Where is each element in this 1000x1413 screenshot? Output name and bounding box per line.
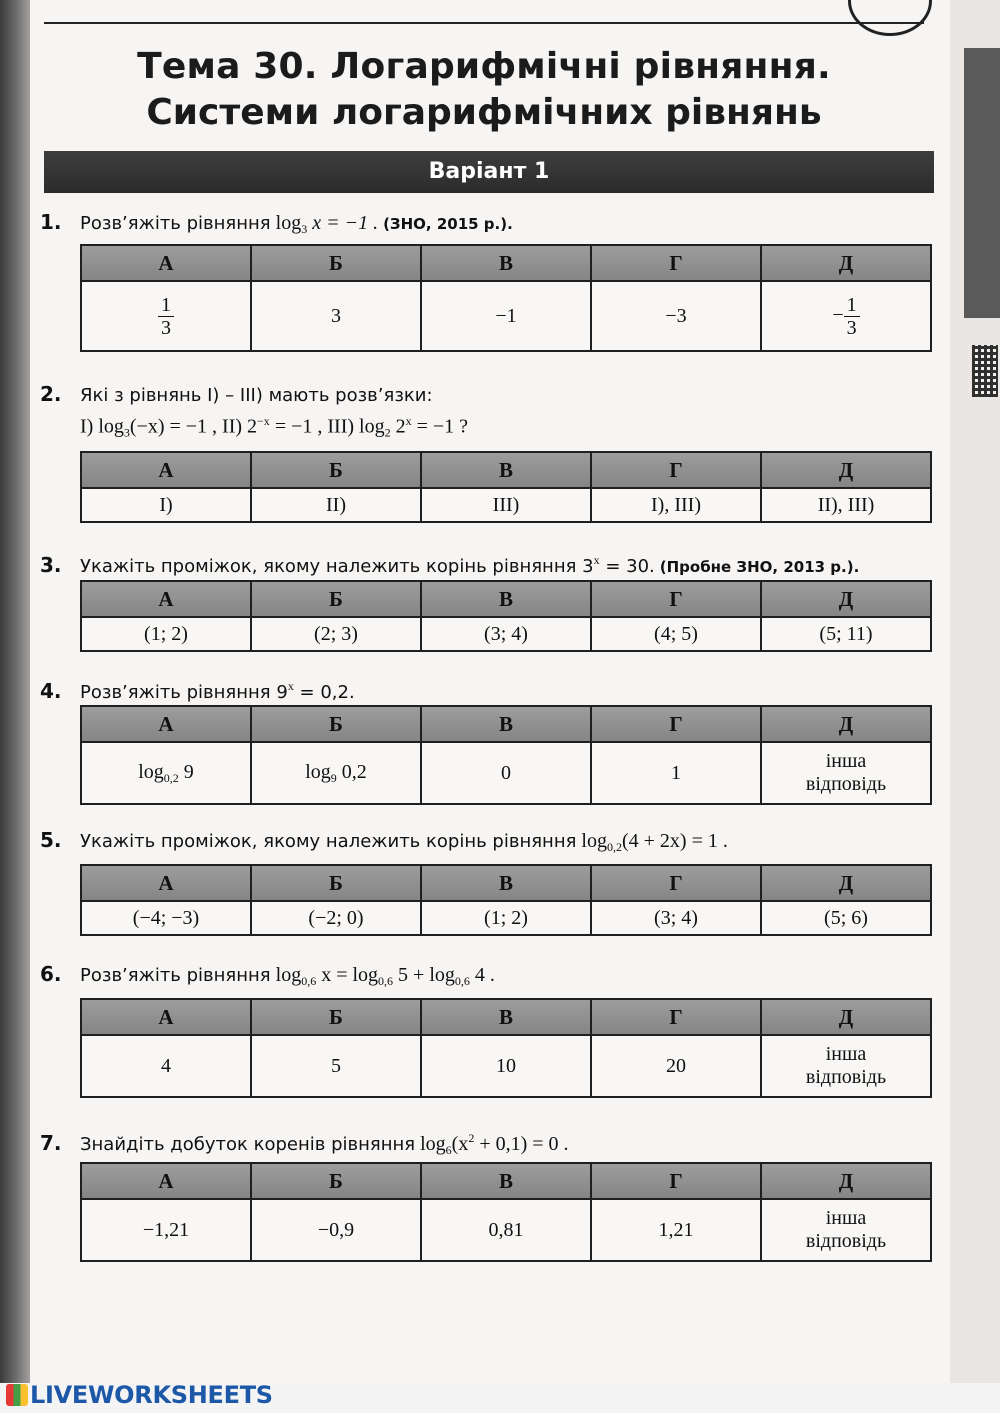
- answer-table-6: А Б В Г Д 4 5 10 20 інша відповідь: [80, 998, 932, 1098]
- answer-2b[interactable]: II): [251, 488, 421, 522]
- answer-table-7: А Б В Г Д −1,21 −0,9 0,81 1,21 інша відповідь: [80, 1162, 932, 1262]
- answer-1a[interactable]: $\frac{1}{3}$: [81, 281, 251, 351]
- answer-5c[interactable]: (1; 2): [421, 901, 591, 935]
- question-6: 6. Розв’яжіть рівняння $\log_{0,6} x = \log_{0,6} 5 + \log_{0,6} 4$ .: [40, 962, 495, 988]
- answer-5a[interactable]: (−4; −3): [81, 901, 251, 935]
- answer-4e[interactable]: інша відповідь: [761, 742, 931, 804]
- col-a: А: [81, 245, 251, 281]
- question-1: 1. Розв’яжіть рівняння $\log_3 x = -1$ . (ЗНО, 2015 р.).: [40, 210, 513, 236]
- col-d: Г: [591, 245, 761, 281]
- side-tab-strip: [964, 48, 1000, 318]
- answer-6b[interactable]: 5: [251, 1035, 421, 1097]
- variant-banner: Варіант 1: [44, 151, 934, 193]
- question-5: 5. Укажіть проміжок, якому належить корінь рівняння $\log_{0,2}(4 + 2x) = 1$ .: [40, 828, 728, 854]
- liveworksheets-icon: [6, 1384, 28, 1406]
- answer-table-1: [80, 244, 932, 352]
- answer-1d[interactable]: −3: [591, 281, 761, 351]
- answer-table-3: А Б В Г Д (1; 2) (2; 3) (3; 4) (4; 5) (5; 11): [80, 580, 932, 652]
- question-7: 7. Знайдіть добуток коренів рівняння $\log_6(x^2 + 0,1) = 0$ .: [40, 1131, 569, 1157]
- question-2-equations: I) $\log_3(-x) = -1$ , II) $2^{-x} = -1$ , III) $\log_2 2^x = -1$ ?: [80, 414, 469, 440]
- answer-table-5: А Б В Г Д (−4; −3) (−2; 0) (1; 2) (3; 4) (5; 6): [80, 864, 932, 936]
- qr-code-icon: [972, 345, 998, 397]
- answer-5e[interactable]: (5; 6): [761, 901, 931, 935]
- answer-3d[interactable]: (4; 5): [591, 617, 761, 651]
- col-b: Б: [251, 245, 421, 281]
- answer-6d[interactable]: 20: [591, 1035, 761, 1097]
- answer-4b[interactable]: $\log_9 0,2$: [251, 742, 421, 804]
- answer-7b[interactable]: −0,9: [251, 1199, 421, 1261]
- question-3: 3. Укажіть проміжок, якому належить корінь рівняння $3^x = 30$. (Пробне ЗНО, 2013 р.).: [40, 553, 860, 577]
- question-2: 2. Які з рівнянь I) – III) мають розв’язки:: [40, 382, 433, 406]
- answer-4a[interactable]: $\log_{0,2} 9$: [81, 742, 251, 804]
- answer-2e[interactable]: II), III): [761, 488, 931, 522]
- answer-1c[interactable]: −1: [421, 281, 591, 351]
- page-title-line1: Тема 30. Логарифмічні рівняння.: [137, 46, 831, 87]
- answer-5d[interactable]: (3; 4): [591, 901, 761, 935]
- page-title-line2: Системи логарифмічних рівнянь: [146, 92, 822, 133]
- answer-3e[interactable]: (5; 11): [761, 617, 931, 651]
- answer-1e[interactable]: − $\frac{1}{3}$: [761, 281, 931, 351]
- answer-7d[interactable]: 1,21: [591, 1199, 761, 1261]
- answer-2c[interactable]: III): [421, 488, 591, 522]
- answer-3a[interactable]: (1; 2): [81, 617, 251, 651]
- answer-1b[interactable]: 3: [251, 281, 421, 351]
- answer-4c[interactable]: 0: [421, 742, 591, 804]
- answer-2d[interactable]: I), III): [591, 488, 761, 522]
- answer-5b[interactable]: (−2; 0): [251, 901, 421, 935]
- col-c: В: [421, 245, 591, 281]
- answer-7a[interactable]: −1,21: [81, 1199, 251, 1261]
- answer-table-4: А Б В Г Д $\log_{0,2} 9$ $\log_9 0,2$ 0 1 інша відповідь: [80, 705, 932, 805]
- top-rule: [44, 22, 924, 24]
- answer-6c[interactable]: 10: [421, 1035, 591, 1097]
- answer-table-2: А Б В Г Д I) II) III) I), III) II), III): [80, 451, 932, 523]
- answer-7e[interactable]: інша відповідь: [761, 1199, 931, 1261]
- answer-6e[interactable]: інша відповідь: [761, 1035, 931, 1097]
- answer-4d[interactable]: 1: [591, 742, 761, 804]
- answer-2a[interactable]: I): [81, 488, 251, 522]
- question-4: 4. Розв’яжіть рівняння $9^x = 0,2$.: [40, 679, 355, 703]
- col-e: Д: [761, 245, 931, 281]
- answer-7c[interactable]: 0,81: [421, 1199, 591, 1261]
- answer-3c[interactable]: (3; 4): [421, 617, 591, 651]
- answer-6a[interactable]: 4: [81, 1035, 251, 1097]
- answer-3b[interactable]: (2; 3): [251, 617, 421, 651]
- liveworksheets-logo[interactable]: LIVEWORKSHEETS: [6, 1381, 273, 1409]
